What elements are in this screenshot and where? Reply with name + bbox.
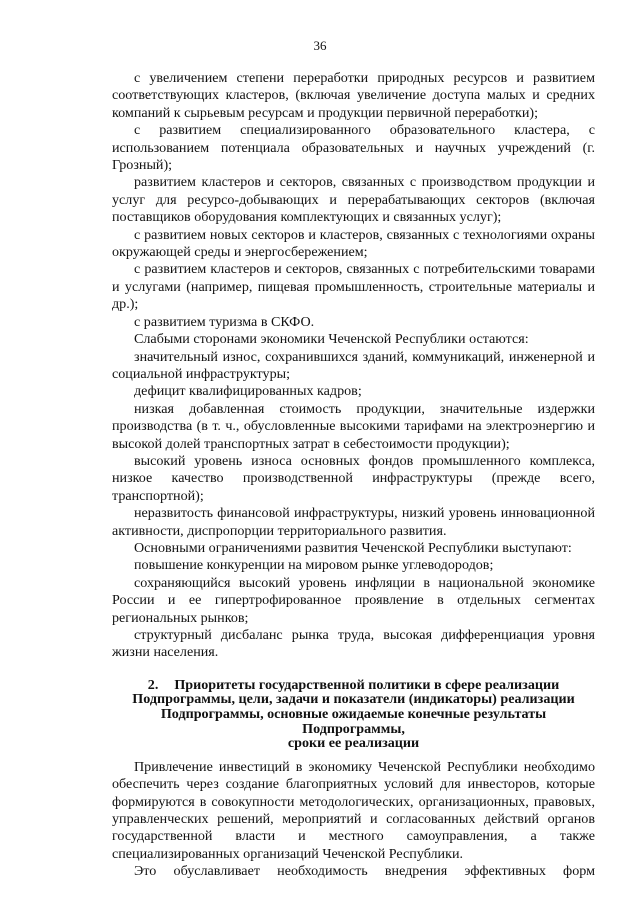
body-paragraph: с развитием кластеров и секторов, связанных с потребительскими товарами и услугами (например, пищевая промышленность, строительные материалы и др.); xyxy=(112,261,595,313)
section-heading-line: сроки ее реализации xyxy=(287,735,420,752)
section-heading-text: Приоритеты государственной политики в сфере реализации xyxy=(174,676,560,693)
body-paragraph: сохраняющийся высокий уровень инфляции в национальной экономике России и ее гипертрофированное проявление в отдельных сегментах региональных рынков; xyxy=(112,574,595,626)
document-body xyxy=(112,70,595,881)
body-paragraph: дефицит квалифицированных кадров; xyxy=(134,383,362,400)
body-paragraph: с увеличением степени переработки природных ресурсов и развитием соответствующих кластеров, (включая увеличение доступа малых и средних компаний к сырьевым ресурсам и продукции первичной переработки); xyxy=(112,70,595,121)
section-heading-line xyxy=(112,678,595,693)
section-heading-line: Подпрограммы, основные ожидаемые конечные результаты Подпрограммы, xyxy=(160,706,547,737)
body-paragraph: неразвитость финансовой инфраструктуры, низкий уровень инновационной активности, диспропорции территориального развития. xyxy=(112,505,595,539)
body-paragraph: Основными ограничениями развития Чеченской Республики выступают: xyxy=(134,539,572,556)
body-paragraph: с развитием специализированного образовательного кластера, с использованием потенциала образовательных и научных учреждений (г. Грозный); xyxy=(112,122,595,174)
body-paragraph: высокий уровень износа основных фондов промышленного комплекса, низкое качество производственной инфраструктуры (прежде всего, транспортной); xyxy=(112,452,595,504)
body-paragraph: значительный износ, сохранившихся зданий, коммуникаций, инженерной и социальной инфраструктуры; xyxy=(112,348,595,382)
section-heading xyxy=(112,678,595,751)
body-paragraph: Это обуславливает необходимость внедрения эффективных форм xyxy=(134,863,595,880)
body-paragraph: Привлечение инвестиций в экономику Чеченской Республики необходимо обеспечить через создание благоприятных условий для инвесторов, которые формируются в совокупности методологических, организационных, правовых, управленческих решений, мероприятий и согласованных действий органов государственной власти и местного самоуправления, а также специализированных организаций Чеченской Республики. xyxy=(112,758,595,862)
body-paragraph: низкая добавленная стоимость продукции, значительные издержки производства (в т. ч., обусловленные высокими тарифами на электроэнергию и высокой долей транспортных затрат в себестоимости продукции); xyxy=(112,400,595,452)
body-paragraph: повышение конкуренции на мировом рынке углеводородов; xyxy=(134,557,494,574)
body-paragraph: с развитием туризма в СКФО. xyxy=(134,313,315,330)
body-paragraph: развитием кластеров и секторов, связанных с производством продукции и услуг для ресурсо-добывающих и перерабатывающих секторов (включая поставщиков оборудования комплектующих и связанных услуг); xyxy=(112,174,595,226)
section-number: 2. xyxy=(147,676,159,693)
body-paragraph: с развитием новых секторов и кластеров, связанных с технологиями охраны окружающей среды и энергосбережением; xyxy=(112,226,595,261)
body-paragraph: Слабыми сторонами экономики Чеченской Республики остаются: xyxy=(134,331,529,348)
page-number: 36 xyxy=(313,38,327,53)
section-heading-line: Подпрограммы, цели, задачи и показатели (индикаторы) реализации xyxy=(132,691,575,708)
body-paragraph: структурный дисбаланс рынка труда, высокая дифференциация уровня жизни населения. xyxy=(112,627,595,661)
